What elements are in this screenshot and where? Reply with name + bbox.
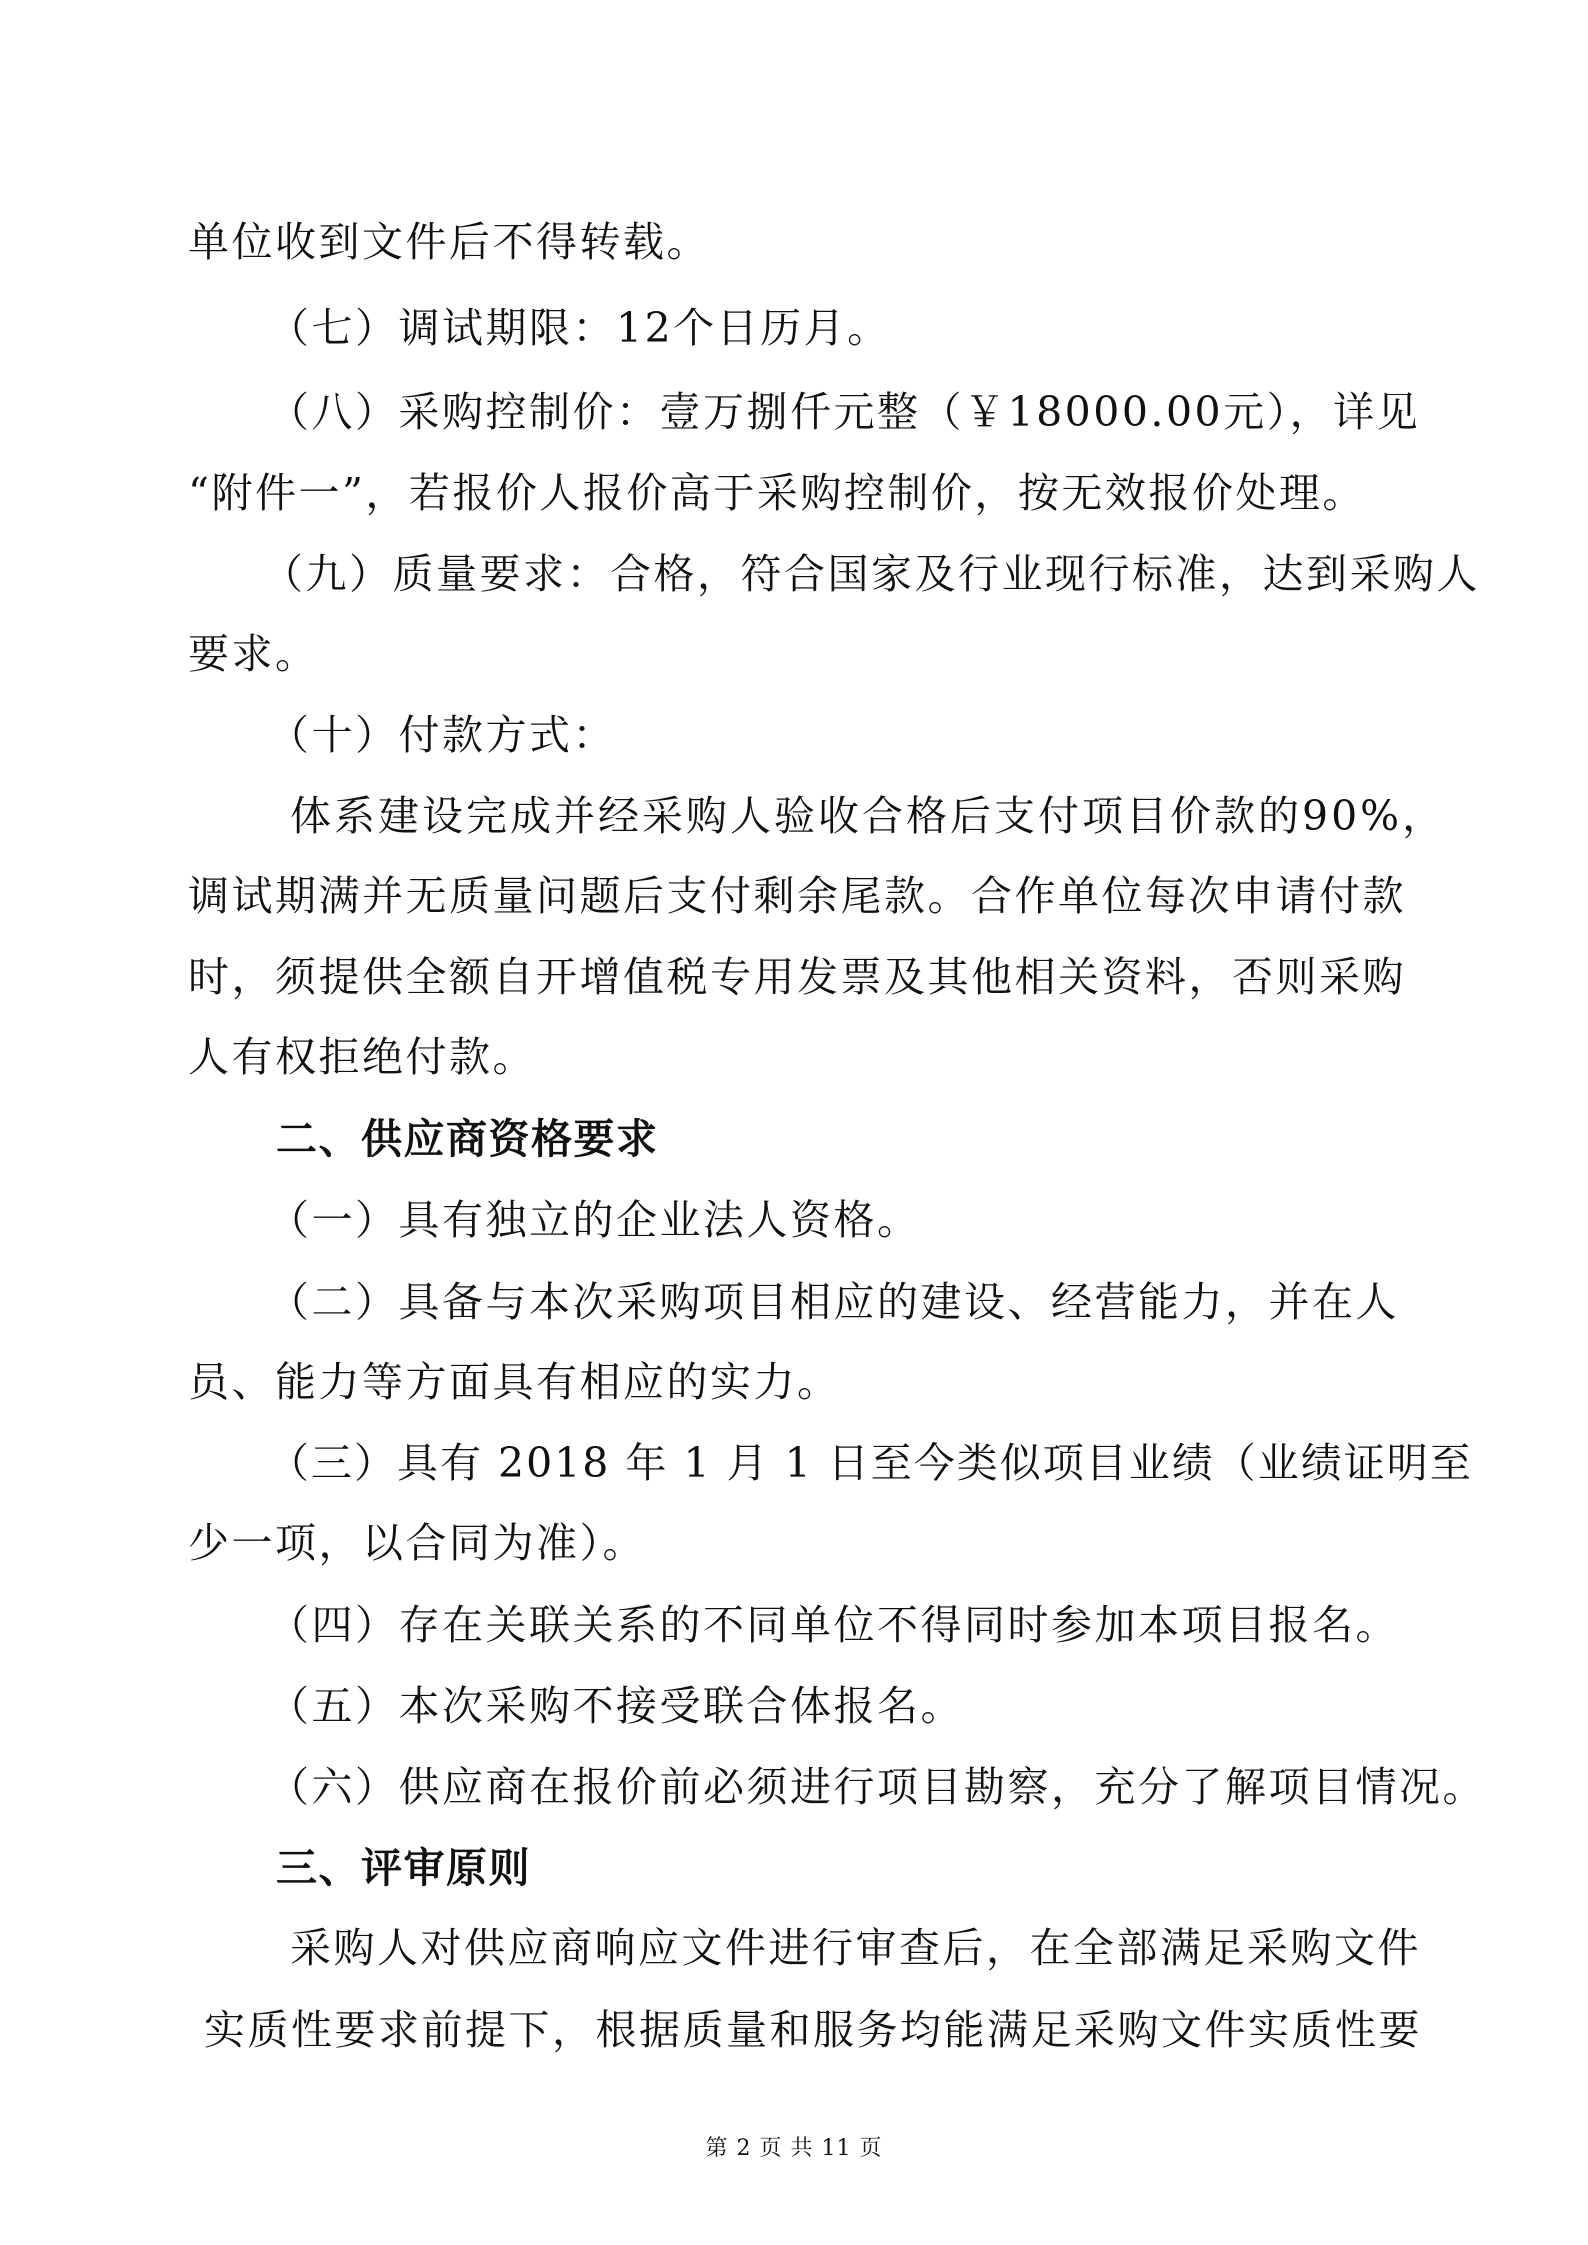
paragraph-line: （三）具有 2018 年 1 月 1 日至今类似项目业绩（业绩证明至 (268, 1439, 1473, 1487)
paragraph-line: 体系建设完成并经采购人验收合格后支付项目价款的90%， (290, 792, 1447, 840)
paragraph-line: 员、能力等方面具有相应的实力。 (188, 1358, 841, 1406)
paragraph-line: （六）供应商在报价前必须进行项目勘察，充分了解项目情况。 (268, 1763, 1486, 1811)
paragraph-line: （二）具备与本次采购项目相应的建设、经营能力，并在人 (268, 1278, 1399, 1326)
paragraph-line: （九）质量要求：合格，符合国家及行业现行标准，达到采购人 (262, 550, 1480, 598)
section-heading-3: 三、评审原则 (276, 1844, 531, 1892)
paragraph-line: （四）存在关联关系的不同单位不得同时参加本项目报名。 (268, 1601, 1399, 1649)
paragraph-line: 实质性要求前提下，根据质量和服务均能满足采购文件实质性要 (204, 2006, 1422, 2054)
paragraph-line: 少一项，以合同为准）。 (188, 1519, 646, 1567)
paragraph-line: （十）付款方式： (268, 711, 616, 759)
paragraph-line: “附件一”，若报价人报价高于采购控制价，按无效报价处理。 (188, 469, 1366, 517)
paragraph-line: 采购人对供应商响应文件进行审查后，在全部满足采购文件 (290, 1924, 1421, 1972)
paragraph-line: （五）本次采购不接受联合体报名。 (268, 1682, 964, 1730)
paragraph-line: 单位收到文件后不得转载。 (188, 218, 710, 266)
paragraph-line: （七）调试期限：12个日历月。 (268, 304, 891, 352)
section-heading-2: 二、供应商资格要求 (276, 1115, 659, 1163)
paragraph-line: 要求。 (188, 630, 319, 678)
paragraph-line: 人有权拒绝付款。 (188, 1033, 536, 1081)
paragraph-line: （一）具有独立的企业法人资格。 (268, 1196, 921, 1244)
paragraph-line: 调试期满并无质量问题后支付剩余尾款。合作单位每次申请付款 (188, 872, 1406, 920)
paragraph-line: （八）采购控制价：壹万捌仟元整（￥18000.00元），详见 (268, 388, 1421, 436)
paragraph-line: 时，须提供全额自开增值税专用发票及其他相关资料，否则采购 (188, 953, 1406, 1001)
page-number-footer: 第 2 页 共 11 页 (705, 2136, 883, 2161)
